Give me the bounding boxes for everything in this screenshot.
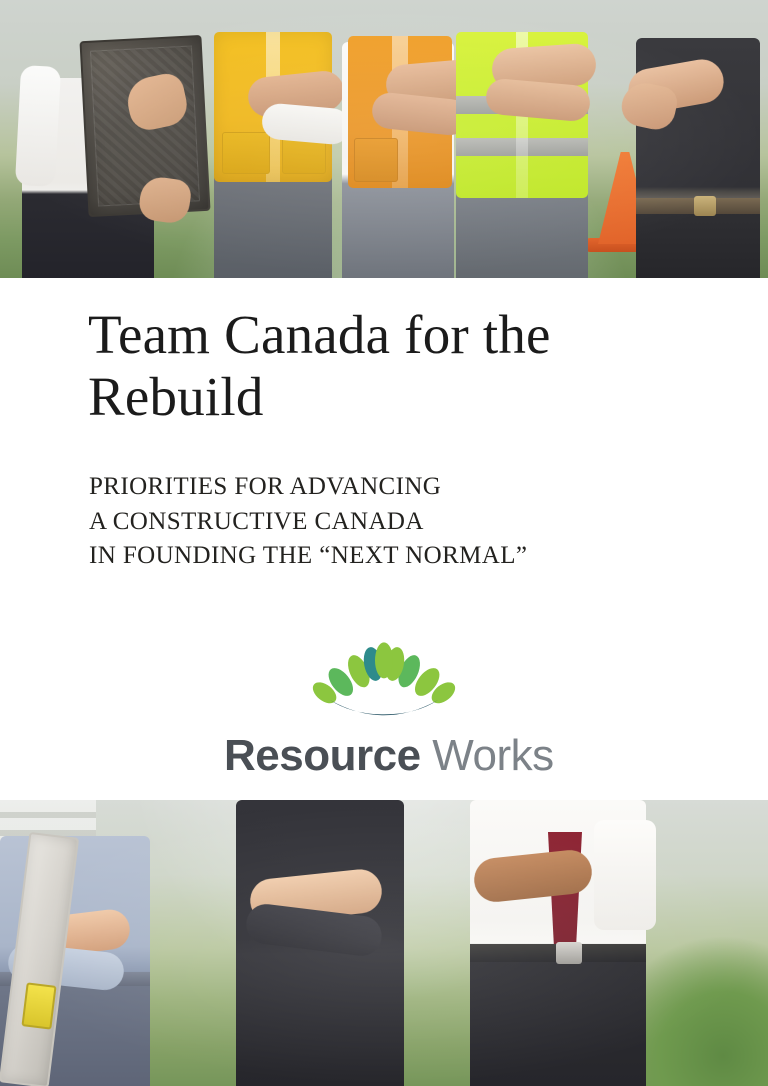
page-subtitle-line-1: PRIORITIES FOR ADVANCING	[89, 473, 442, 500]
worker-office-sleeve	[15, 65, 61, 187]
page-subtitle-line-3: IN FOUNDING THE “NEXT NORMAL”	[89, 542, 528, 569]
crossed-arms-workers-bottom-photo	[0, 800, 768, 1086]
worker-shirt-tie-sleeve	[594, 820, 656, 930]
crossed-arms-workers-top-photo	[0, 0, 768, 278]
spirit-level-vial	[21, 982, 56, 1029]
worker-shirt-tie-belt-buckle	[556, 942, 582, 964]
resource-works-lotus-mark-icon	[294, 636, 474, 728]
worker-orange-vest-pocket	[354, 138, 398, 182]
page-subtitle	[89, 470, 689, 574]
cover-text-block	[0, 278, 768, 800]
page-title: Team Canada for the Rebuild	[88, 304, 551, 427]
worker-dark-shirt-belt-buckle	[694, 196, 716, 216]
page-subtitle-line-2: A CONSTRUCTIVE CANADA	[89, 507, 424, 535]
resource-works-wordmark	[224, 731, 554, 780]
worker-yellow-vest-pocket-left	[222, 132, 270, 174]
wordmark-works: Works	[432, 731, 554, 780]
resource-works-logo	[224, 636, 554, 780]
wordmark-resource: Resource	[224, 731, 421, 780]
